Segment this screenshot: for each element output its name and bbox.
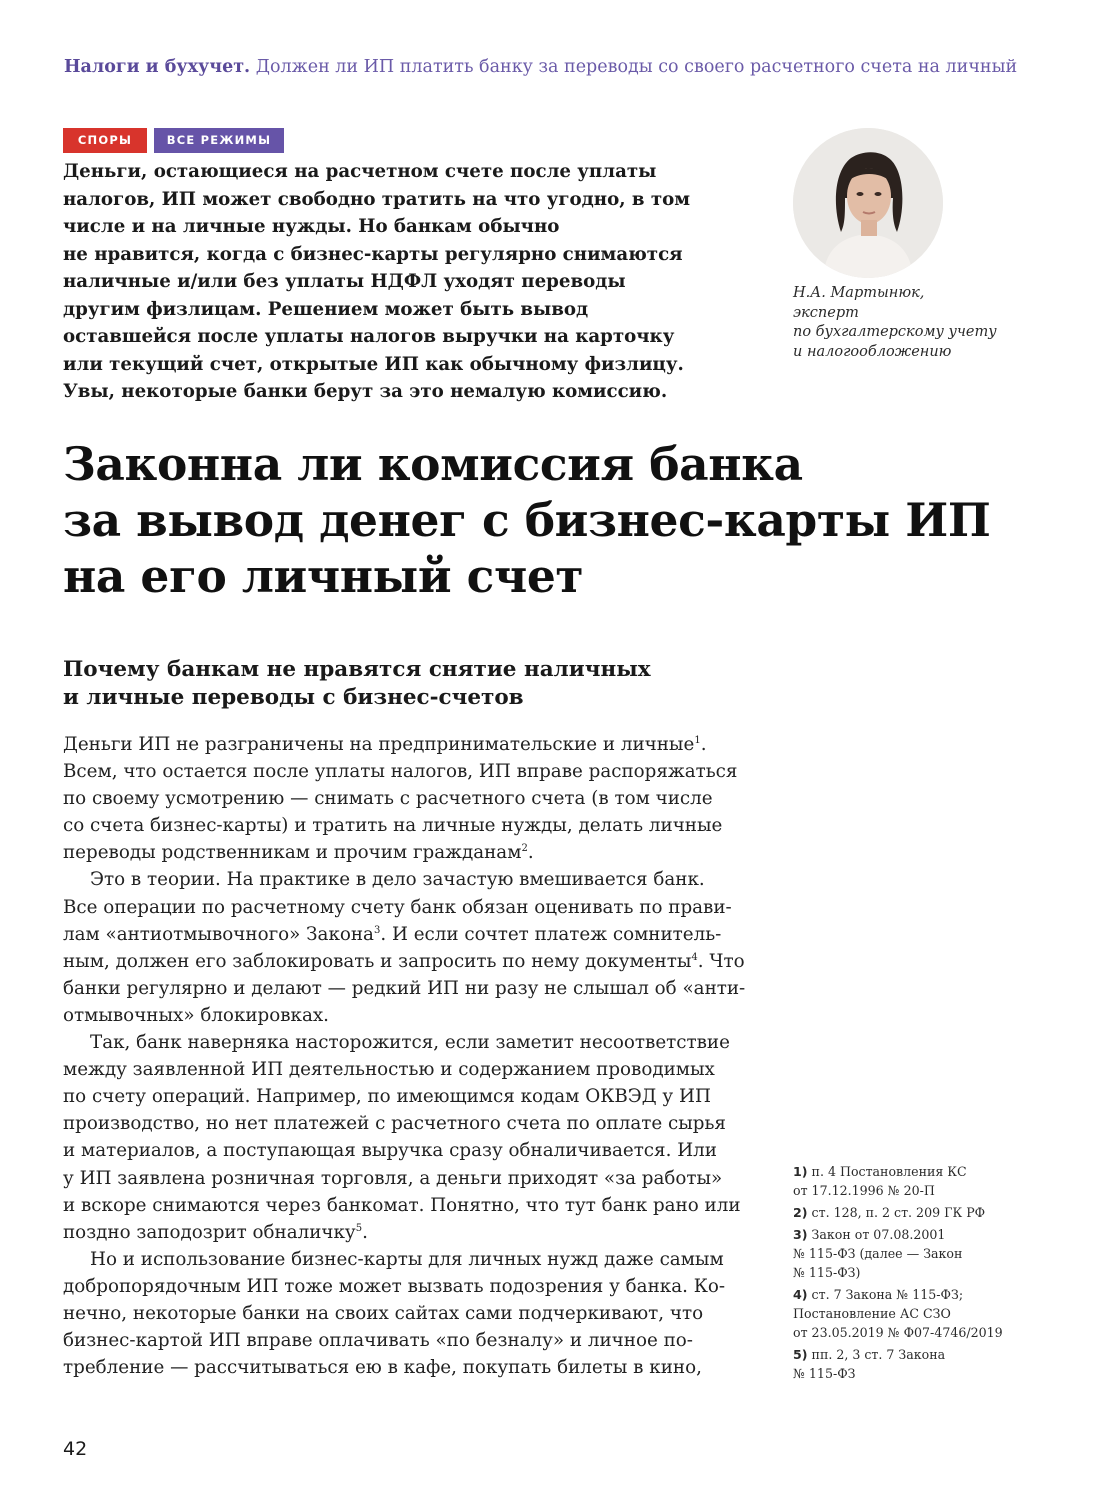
subhead-line: и личные переводы с бизнес-счетов — [63, 684, 524, 710]
headline-line: на его личный счет — [63, 549, 584, 603]
lead-line: числе и на личные нужды. Но банкам обычно — [63, 216, 560, 237]
author-role: эксперт — [793, 304, 859, 321]
footnote-number: 2) — [793, 1205, 808, 1220]
footnote-number: 1) — [793, 1164, 808, 1179]
footnote-4: 4) ст. 7 Закона № 115-ФЗ; Постановление АС СЗО от 23.05.2019 № Ф07-4746/2019 — [793, 1287, 1003, 1340]
lead-line: другим физлицам. Решением может быть вывод — [63, 298, 589, 320]
running-head-title: Должен ли ИП платить банку за переводы со своего расчетного счета на личный — [255, 57, 1018, 77]
footnote-number: 3) — [793, 1227, 808, 1242]
body-line: банки регулярно и делают — редкий ИП ни разу не слышал об «анти- — [63, 977, 746, 999]
author-name: Н.А. Мартынюк, — [793, 285, 925, 301]
lead-paragraph — [63, 158, 753, 406]
lead-line: Деньги, остающиеся на расчетном счете после уплаты — [63, 161, 657, 182]
body-line: Всем, что остается после уплаты налогов, ИП вправе распоряжаться — [63, 761, 738, 783]
author-portrait-image — [793, 128, 943, 278]
footnotes — [793, 1162, 1043, 1386]
lead-line: или текущий счет, открытые ИП как обычному физлицу. — [63, 353, 684, 375]
lead-line: Увы, некоторые банки берут за это немалую комиссию. — [63, 381, 668, 402]
footnote-ref: 3 — [373, 924, 381, 936]
body-line: переводы родственникам и прочим гражданам$^2$. — [63, 842, 534, 864]
footnote-3: 3) Закон от 07.08.2001 № 115-ФЗ (далее — Закон № 115-ФЗ) — [793, 1227, 963, 1280]
tag-badges — [63, 128, 284, 153]
footnote-number: 4) — [793, 1287, 808, 1302]
body-line: Но и использование бизнес-карты для личных нужд даже самым — [90, 1248, 724, 1270]
author-caption — [793, 284, 1053, 362]
body-line: Все операции по расчетному счету банк обязан оценивать по прави- — [63, 896, 732, 918]
body-line: со счета бизнес-карты) и тратить на личные нужды, делать личные — [63, 815, 723, 837]
headline-line: за вывод денег с бизнес-карты ИП — [63, 493, 991, 547]
footnote-number: 5) — [793, 1347, 808, 1362]
footnote-ref: 2 — [521, 843, 528, 855]
body-line: и вскоре снимаются через банкомат. Понятно, что тут банк рано или — [63, 1194, 741, 1216]
footnote-ref: 1 — [694, 734, 701, 746]
body-line: Так, банк наверняка насторожится, если заметит несоответствие — [90, 1032, 730, 1054]
tag-badge-all-regimes: ВСЕ РЕЖИМЫ — [154, 128, 284, 153]
body-line: добропорядочным ИП тоже может вызвать подозрения у банка. Ко- — [63, 1275, 726, 1297]
running-head — [64, 55, 1054, 79]
footnote-ref: 4 — [691, 951, 698, 963]
author-role: по бухгалтерскому учету — [793, 324, 997, 340]
footnote-2: 2) ст. 128, п. 2 ст. 209 ГК РФ — [793, 1205, 986, 1220]
body-line: нечно, некоторые банки на своих сайтах сами подчеркивают, что — [63, 1302, 704, 1324]
lead-line: не нравится, когда с бизнес-карты регулярно снимаются — [63, 243, 683, 265]
body-line: Это в теории. На практике в дело зачастую вмешивается банк. — [90, 869, 705, 891]
footnote-ref: 5 — [355, 1222, 363, 1234]
tag-badge-disputes: СПОРЫ — [63, 128, 147, 153]
body-line: бизнес-картой ИП вправе оплачивать «по безналу» и личное по- — [63, 1330, 693, 1352]
author-role: и налогообложению — [793, 343, 952, 360]
body-line: и материалов, а поступающая выручка сразу обналичивается. Или — [63, 1140, 717, 1162]
section-subheading — [63, 656, 763, 711]
body-line: отмывочных» блокировках. — [63, 1004, 329, 1026]
subhead-line: Почему банкам не нравятся снятие наличных — [63, 657, 651, 682]
body-line: у ИП заявлена розничная торговля, а деньги приходят «за работы» — [63, 1167, 723, 1189]
body-line: лам «антиотмывочного» Закона$^3$. И если сочтет платеж сомнитель- — [63, 923, 722, 945]
body-line: по счету операций. Например, по имеющимся кодам ОКВЭД у ИП — [63, 1086, 711, 1108]
lead-line: наличные и/или без уплаты НДФЛ уходят переводы — [63, 271, 626, 292]
body-line: поздно заподозрит обналичку$^5$. — [63, 1221, 368, 1243]
body-line: между заявленной ИП деятельностью и содержанием проводимых — [63, 1059, 715, 1081]
running-head-section: Налоги и бухучет. — [64, 57, 251, 77]
headline-line: Законна ли комиссия банка — [63, 437, 803, 491]
body-line: требление — рассчитываться ею в кафе, покупать билеты в кино, — [63, 1357, 702, 1379]
author-portrait — [793, 128, 943, 278]
article-body — [63, 731, 746, 1381]
body-line: ным, должен его заблокировать и запросить по нему документы$^4$. Что — [63, 950, 745, 972]
lead-line: оставшейся после уплаты налогов выручки на карточку — [63, 326, 675, 347]
body-line: Деньги ИП не разграничены на предпринимательские и личные$^1$. — [63, 734, 707, 755]
body-line: по своему усмотрению — снимать с расчетного счета (в том числе — [63, 788, 713, 810]
footnote-1: 1) п. 4 Постановления КС от 17.12.1996 № 20-П — [793, 1164, 967, 1198]
footnote-5: 5) пп. 2, 3 ст. 7 Закона № 115-ФЗ — [793, 1347, 946, 1381]
body-line: производство, но нет платежей с расчетного счета по оплате сырья — [63, 1113, 726, 1135]
lead-line: налогов, ИП может свободно тратить на что угодно, в том — [63, 188, 691, 210]
article-headline — [63, 436, 1063, 604]
page-number: 42 — [63, 1438, 88, 1460]
